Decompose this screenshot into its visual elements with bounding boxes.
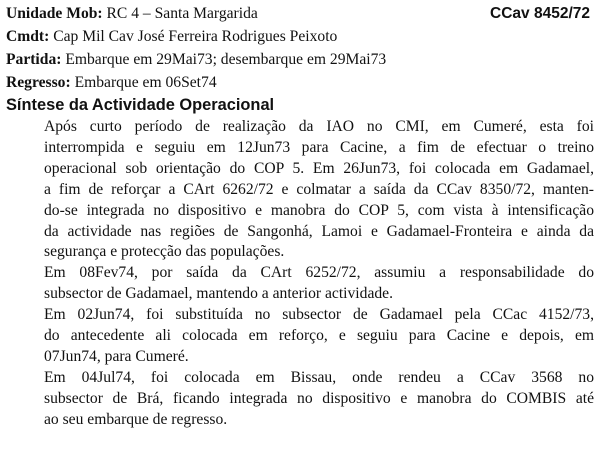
departure-label: Partida: [6,51,62,68]
paragraph-line: do-se integrada no dispositivo e manobra do COP 5, com vista à intensificação [44,201,594,219]
paragraph-4 [6,368,594,431]
commander-label: Cmdt: [6,28,50,45]
paragraph-line: 07Jun74, para Cumeré. [44,347,189,365]
return-label: Regresso: [6,74,71,91]
return-row [6,71,594,94]
paragraph-line: Em 02Jun74, foi substituída no subsector de Gadamael pela CCac 4152/73, [44,306,594,324]
paragraph-line: segurança e protecção das populações. [44,243,285,261]
commander-row [6,25,594,48]
commander-value: Cap Mil Cav José Ferreira Rodrigues Peixoto [49,28,338,45]
paragraph-line: subsector de Gadamael, mantendo a anterior actividade. [44,285,393,303]
return-value: Embarque em 06Set74 [70,74,217,91]
departure-value: Embarque em 29Mai73; desembarque em 29Mai73 [61,51,387,68]
paragraph-line: ao seu embarque de regresso. [44,410,228,428]
unit-code: CCav 8452/72 [490,5,590,22]
paragraph-line: operacional sob orientação do COP 5. Em 26Jun73, foi colocada em Gadamael, [44,159,594,177]
departure-row [6,48,594,71]
unit-row [6,2,594,25]
paragraph-line: Em 08Fev74, por saída da CArt 6252/72, assumiu a responsabilidade do [44,264,594,282]
unit-label: Unidade Mob: [6,5,103,22]
paragraph-line: do antecedente ali colocada em reforço, e seguiu para Cacine e depois, em [44,327,594,345]
paragraph-line: Após curto período de realização da IAO no CMI, em Cumeré, esta foi [44,118,594,135]
paragraph-1 [6,117,594,263]
paragraph-line: Em 04Jul74, foi colocada em Bissau, onde rendeu a CCav 3568 no [44,368,594,386]
paragraph-line: subsector de Brá, ficando integrada no dispositivo e manobra do COMBIS até [44,389,594,407]
paragraph-3 [6,305,594,368]
unit-value: RC 4 – Santa Margarida [102,5,258,22]
paragraph-2 [6,263,594,305]
section-title: Síntese da Actividade Operacional [6,96,275,114]
paragraph-line: a fim de reforçar a CArt 6262/72 e colmatar a saída da CCav 8350/72, manten- [44,180,594,198]
paragraph-line: da actividade nas regiões de Sangonhá, Lamoi e Gadamael-Fronteira e ainda da [44,222,594,240]
paragraph-line: interrompida e seguiu em 12Jun73 para Cacine, a fim de efectuar o treino [44,138,594,156]
